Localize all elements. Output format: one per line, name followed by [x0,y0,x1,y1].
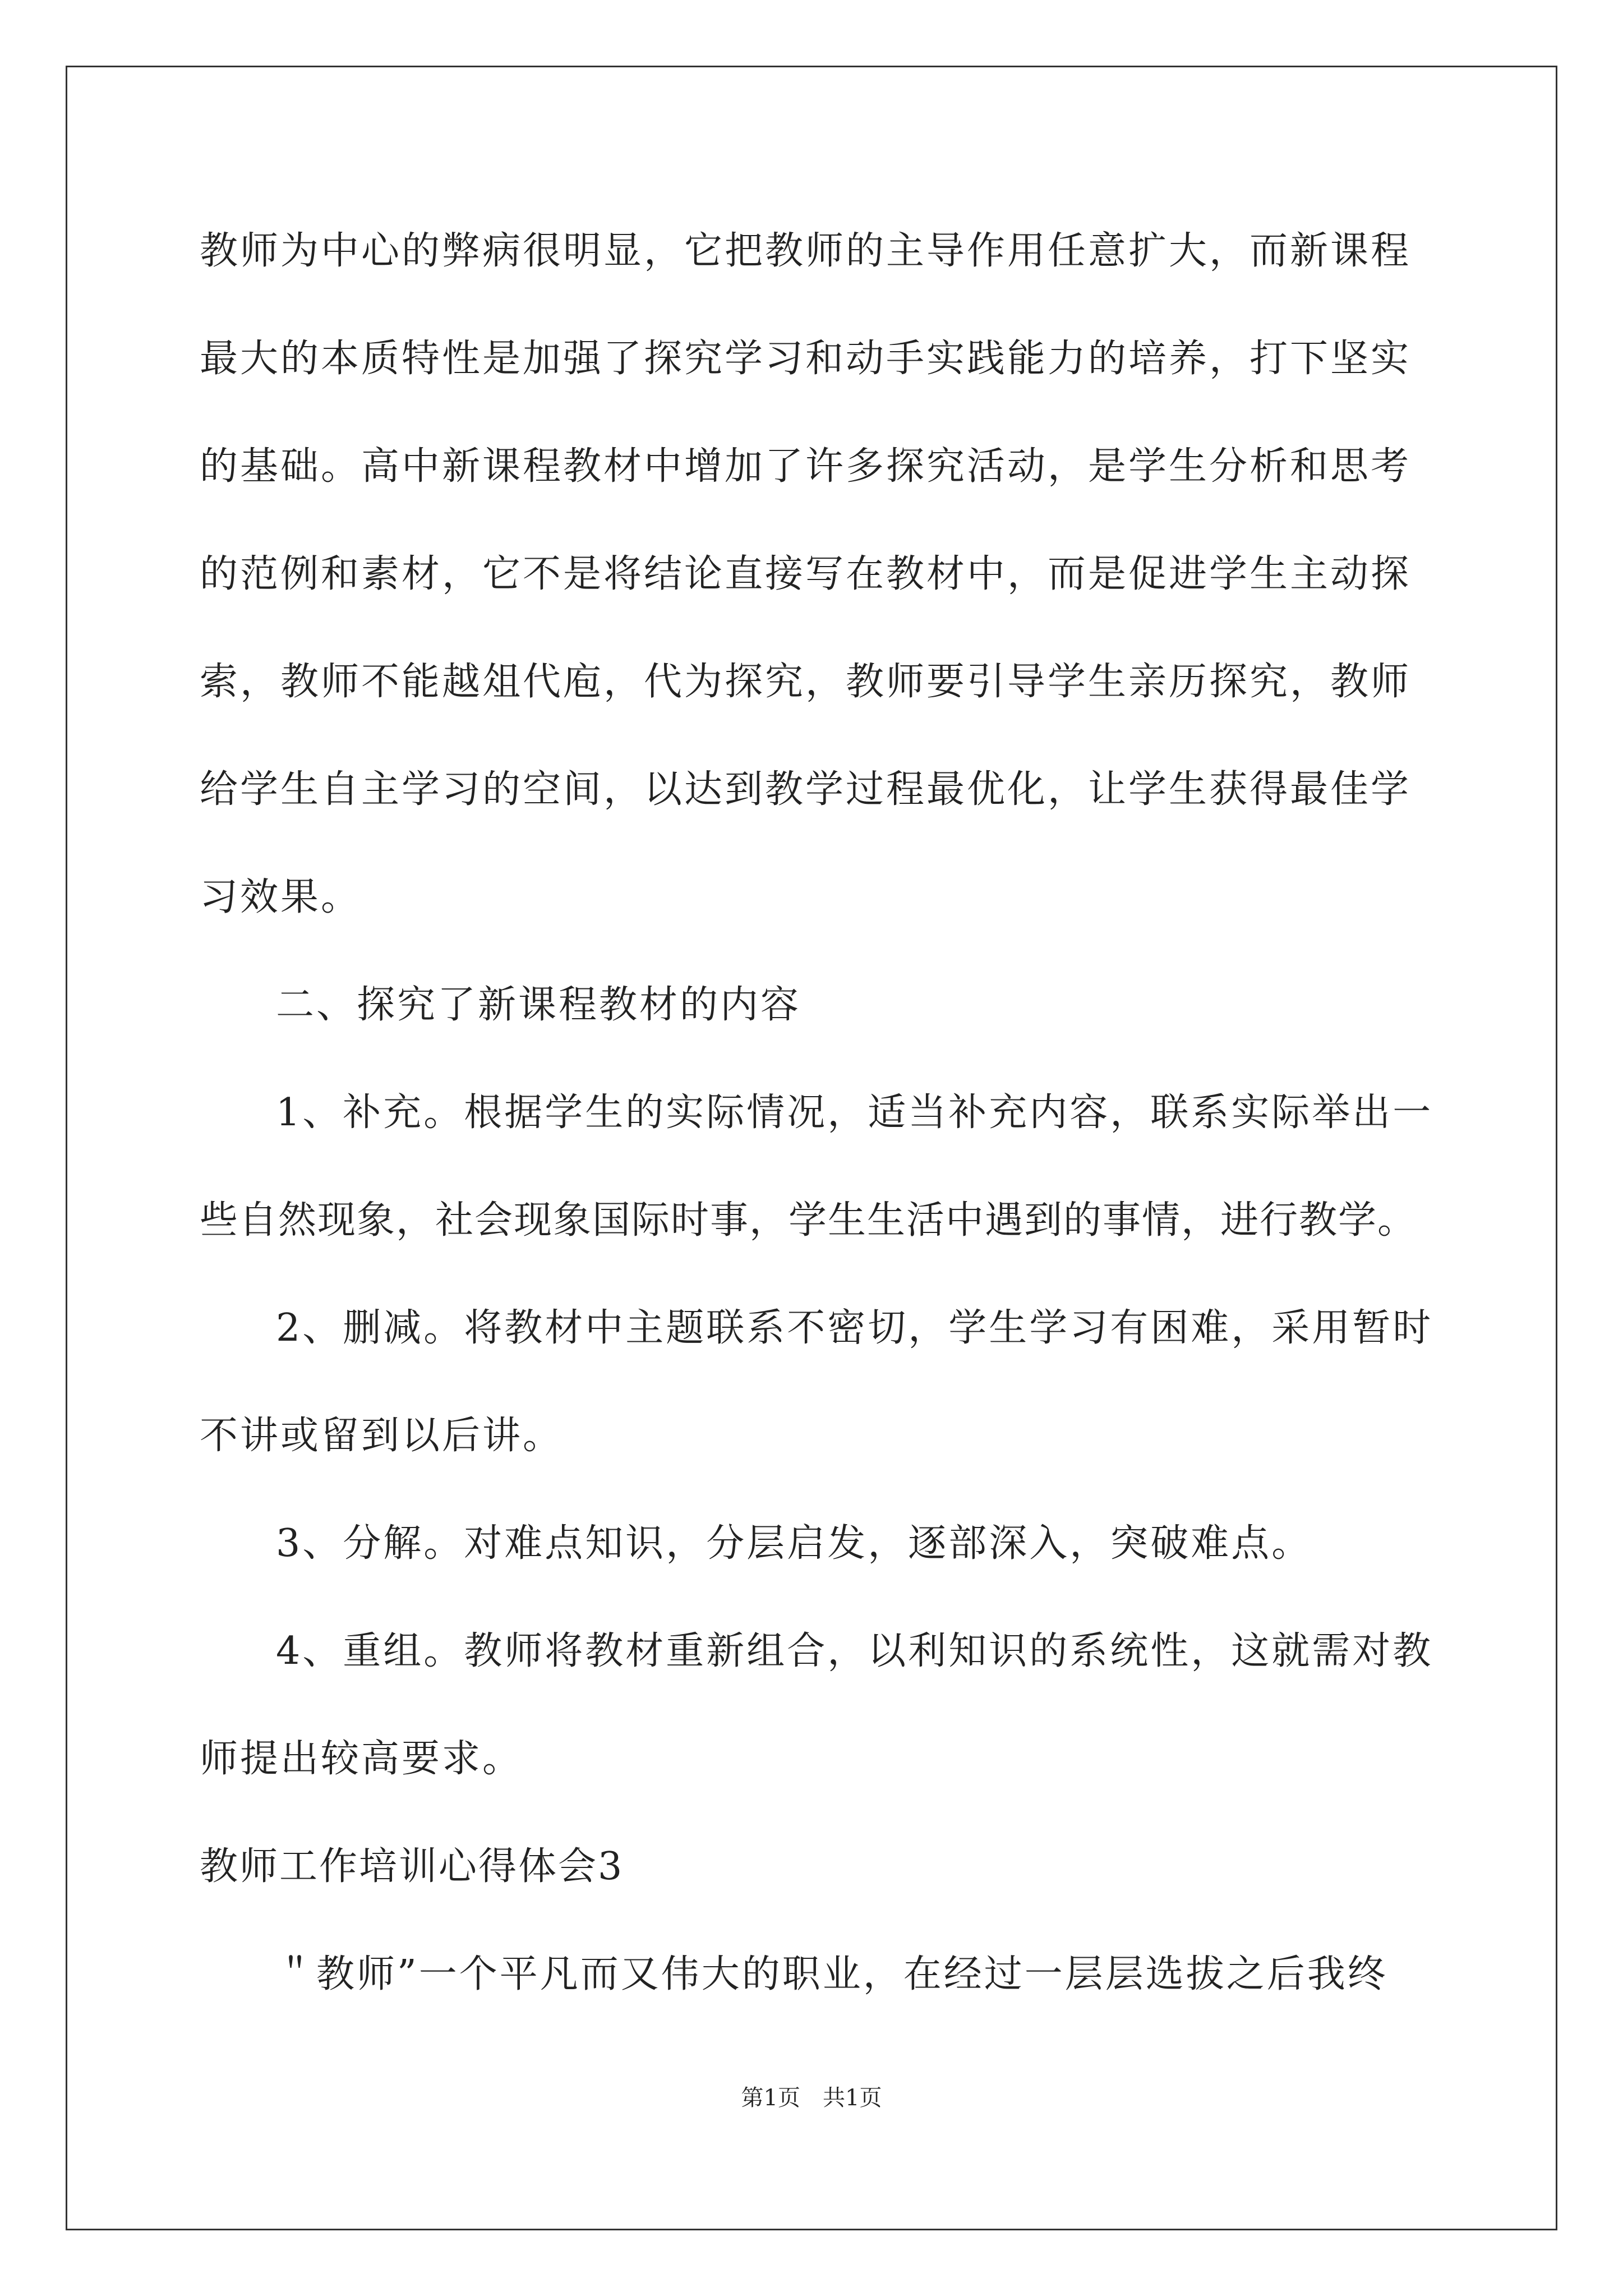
body-line: 给学生自主学习的空间，以达到教学过程最优化，让学生获得最佳学 [200,767,1412,812]
body-line: 4、重组。教师将教材重新组合，以利知识的系统性，这就需对教 [276,1629,1433,1673]
body-line: 习效果。 [200,875,362,919]
body-line: 最大的本质特性是加强了探究学习和动手实践能力的培养，打下坚实 [200,337,1412,381]
body-line: 索，教师不能越俎代庖，代为探究，教师要引导学生亲历探究，教师 [200,660,1412,704]
article-title: 教师工作培训心得体会3 [200,1844,624,1889]
body-line: 的基础。高中新课程教材中增加了许多探究活动，是学生分析和思考 [200,444,1412,489]
body-line: 的范例和素材，它不是将结论直接写在教材中，而是促进学生主动探 [200,552,1412,596]
body-line: 教师为中心的弊病很明显，它把教师的主导作用任意扩大，而新课程 [200,229,1412,273]
body-line: 些自然现象，社会现象国际时事，学生生活中遇到的事情，进行教学。 [200,1198,1417,1243]
page-number-footer: 第1页 共1页 [741,2085,882,2111]
body-line: 2、删减。将教材中主题联系不密切，学生学习有困难，采用暂时 [276,1306,1433,1350]
section-heading: 二、探究了新课程教材的内容 [276,983,801,1027]
page-border [66,66,1557,2230]
body-line: ＂教师”一个平凡而又伟大的职业，在经过一层层选拔之后我终 [276,1952,1388,1996]
body-line: 不讲或留到以后讲。 [200,1414,564,1458]
body-line: 师提出较高要求。 [200,1737,523,1781]
body-line: 3、分解。对难点知识，分层启发，逐部深入，突破难点。 [276,1521,1312,1566]
body-line: 1、补充。根据学生的实际情况，适当补充内容，联系实际举出一 [276,1091,1433,1135]
